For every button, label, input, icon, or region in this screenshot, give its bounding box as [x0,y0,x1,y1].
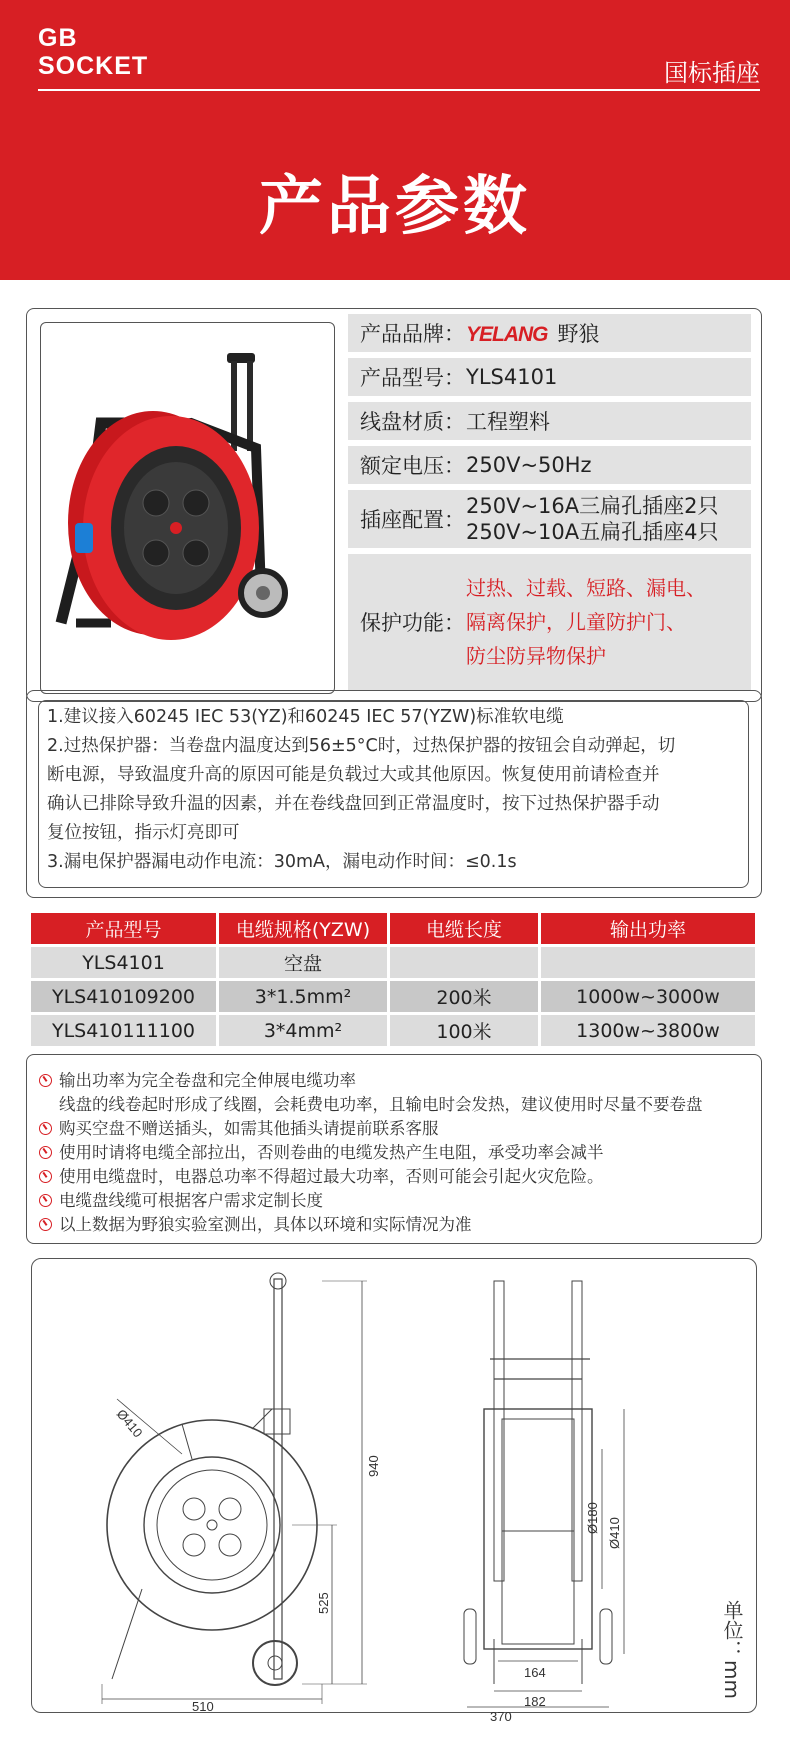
spec-value [466,571,751,673]
table-cell: 3*1.5mm² [219,981,387,1012]
warnings-box [26,1054,762,1244]
model-table [28,910,758,1049]
dim-inner-d-label: Ø180 [585,1502,600,1534]
warning-icon [39,1146,52,1159]
page-title: 产品参数 [259,170,531,244]
protect-line-1: 过热、过载、短路、漏电、 [466,576,706,600]
dim-370-label: 370 [490,1709,512,1724]
spec-label: 保护功能： [360,611,465,635]
socket-line-1: 250V~16A三扁孔插座2只 [466,494,719,518]
spec-value [466,493,751,545]
table-header: 电缆长度 [390,913,538,944]
table-header: 输出功率 [541,913,755,944]
table-cell: YLS410109200 [31,981,216,1012]
note-line: 复位按钮，指示灯亮即可 [47,823,240,843]
spec-row-socket [348,490,751,548]
note-line: 1.建议接入60245 IEC 53(YZ)和60245 IEC 57(YZW)标准软电缆 [47,707,564,727]
cable-reel-image [41,323,334,693]
table-row [31,1015,755,1046]
table-cell [390,947,538,978]
note-line: 3.漏电保护器漏电动作电流：30mA，漏电动作时间：≤0.1s [47,852,517,872]
warning-item: 电缆盘线缆可根据客户需求定制长度 [59,1191,323,1210]
table-header: 产品型号 [31,913,216,944]
spec-row-voltage [348,446,751,484]
spec-label: 产品品牌： [360,322,465,346]
spec-row-material [348,402,751,440]
note-line: 断电源，导致温度升高的原因可能是负载过大或其他原因。恢复使用前请检查并 [47,765,660,785]
spec-row-protection [348,554,751,690]
table-cell: 1000w~3000w [541,981,755,1012]
unit-label: 单位：mm [720,1600,744,1699]
dim-outer-d-label: Ø410 [607,1517,622,1549]
spec-row-brand [348,314,751,352]
warning-icon [39,1218,52,1231]
spec-label: 线盘材质： [360,410,465,434]
warning-icon [39,1194,52,1207]
dim-182-label: 182 [524,1694,546,1709]
brand-value: 野狼 [557,322,600,346]
warning-icon [39,1170,52,1183]
spec-value: YLS4101 [466,365,558,389]
table-cell: 1300w~3800w [541,1015,755,1046]
header-divider [38,89,760,91]
yelang-logo: YELANG [466,323,548,346]
spec-value: 250V~50Hz [466,453,592,477]
spec-label: 产品型号： [360,366,465,390]
dim-diameter-label: Ø410 [113,1406,146,1441]
table-header-row [31,913,755,944]
warning-item: 使用电缆盘时，电器总功率不得超过最大功率，否则可能会引起火灾危险。 [59,1167,604,1186]
socket-line-2: 250V~10A五扁孔插座4只 [466,520,719,544]
table-header: 电缆规格(YZW) [219,913,387,944]
dim-height-axle-label: 525 [316,1592,331,1614]
dimension-drawing [31,1258,757,1713]
dimension-drawing-svg [32,1259,756,1712]
dim-height-total-label: 940 [366,1455,381,1477]
dim-width-side-label: 510 [192,1699,214,1712]
spec-value [466,318,751,348]
spec-row-model [348,358,751,396]
warning-item: 输出功率为完全卷盘和完全伸展电缆功率 [59,1071,356,1090]
product-photo [40,322,335,694]
table-row [31,947,755,978]
dim-164-label: 164 [524,1665,546,1680]
table-cell [541,947,755,978]
warning-item: 以上数据为野狼实验室测出，具体以环境和实际情况为准 [59,1215,472,1234]
spec-value: 工程塑料 [466,410,550,434]
category-tag: 国标插座 [664,59,760,87]
warning-item: 购买空盘不赠送插头，如需其他插头请提前联系客服 [59,1119,439,1138]
warning-item: 使用时请将电缆全部拉出，否则卷曲的电缆发热产生电阻，承受功率会减半 [59,1143,604,1162]
protect-line-3: 防尘防异物保护 [466,644,606,668]
table-cell: 空盘 [219,947,387,978]
brand-line-2: SOCKET [38,52,149,80]
table-cell: 200米 [390,981,538,1012]
table-cell: YLS4101 [31,947,216,978]
table-cell: 3*4mm² [219,1015,387,1046]
spec-label: 插座配置： [360,508,465,532]
brand-mark [38,24,148,80]
note-line: 2.过热保护器：当卷盘内温度达到56±5°C时，过热保护器的按钮会自动弹起，切 [47,736,676,756]
notes-box [38,700,749,888]
table-cell: 100米 [390,1015,538,1046]
brand-line-1: GB [38,24,78,52]
hero-banner [0,0,790,280]
protect-line-2: 隔离保护，儿童防护门、 [466,610,686,634]
warning-item: 线盘的线卷起时形成了线圈，会耗费电功率，且输电时会发热，建议使用时尽量不要卷盘 [59,1095,703,1114]
warning-icon [39,1074,52,1087]
note-line: 确认已排除导致升温的因素，并在卷线盘回到正常温度时，按下过热保护器手动 [47,794,660,814]
table-row [31,981,755,1012]
table-cell: YLS410111100 [31,1015,216,1046]
warning-icon [39,1122,52,1135]
spec-label: 额定电压： [360,454,465,478]
